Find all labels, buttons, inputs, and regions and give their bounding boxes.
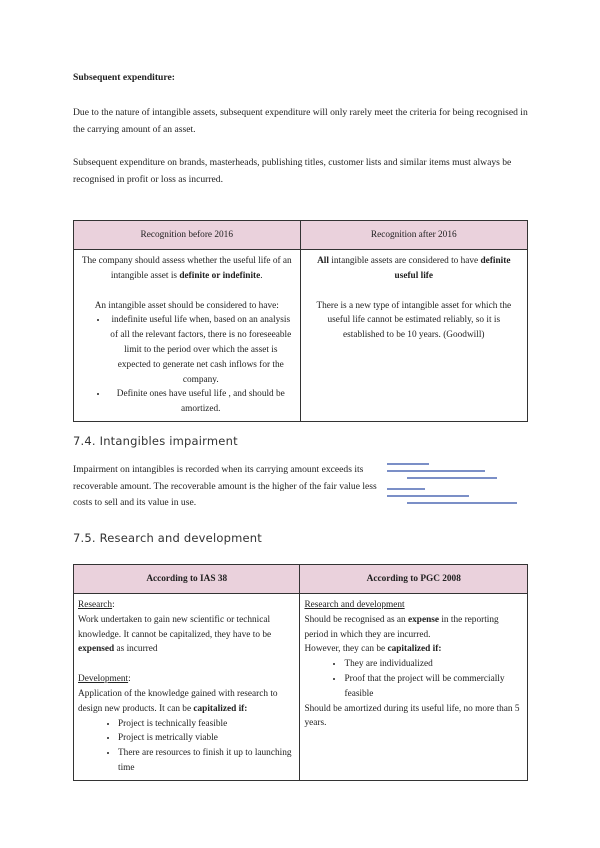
pgc2008-header: According to PGC 2008 [300,565,528,594]
recognition-before-header: Recognition before 2016 [74,221,301,250]
research-block: Research: [78,600,115,610]
subsequent-para-1: Due to the nature of intangible assets, subsequent expenditure will only rarely meet the criteria for being recognised in the carrying amount of an asset. [73,107,528,135]
research-development-table [73,564,528,781]
recognition-after-line1: All intangible assets are considered to have definite useful life [317,256,511,281]
subsequent-para-2: Subsequent expenditure on brands, masterheads, publishing titles, customer lists and similar items must always be recognised in profit or loss as incurred. [73,157,512,185]
recognition-after-header: Recognition after 2016 [300,221,527,250]
rd-line3: Should be amortized during its useful life, no more than 5 years. [304,703,520,729]
recognition-table [73,220,528,422]
list-item: • They are individualized [344,657,523,672]
development-bullets [78,717,295,776]
recognition-before-cell [74,250,301,422]
research-text: Work undertaken to gain new scientific or technical knowledge. It cannot be capitalized, they have to be expensed as incurred [78,614,272,655]
list-item: • Project is metrically viable [118,731,295,746]
rd-line1: Should be recognised as an expense in the reporting period in which they are incurred. [304,614,499,640]
impairment-para: Impairment on intangibles is recorded when its carrying amount exceeds its recoverable amount. The recoverable amount is the higher of the fair value less costs to sell and its value in use. [73,464,377,508]
rd-title: Research and development [304,600,405,610]
recognition-before-line1: The company should assess whether the useful life of an intangible asset is definite or indefinite. [81,256,292,281]
ias38-header: According to IAS 38 [74,565,300,594]
embedded-screenshot-thumbnail [385,461,520,517]
ias38-cell [74,594,300,781]
rd-heading: 7.5. Research and development [73,531,262,545]
recognition-before-bullets [80,313,294,417]
development-text: Application of the knowledge gained with research to design new products. It can be capitalized if: [78,688,278,714]
list-item: • Definite ones have useful life , and should be amortized. [108,387,294,417]
list-item: • There are resources to finish it up to launching time [118,746,295,776]
list-item: • Proof that the project will be commercially feasible [344,672,523,702]
list-item: • Project is technically feasible [118,717,295,732]
list-item: • indefinite useful life when, based on an analysis of all the relevant factors, there is no foreseeable limit to the period over which the asset is expected to generate net cash inflows for the company. [108,313,294,387]
subsequent-heading: Subsequent expenditure: [73,72,175,83]
impairment-heading: 7.4. Intangibles impairment [73,434,238,448]
rd-line2: However, they can be capitalized if: [304,644,442,655]
recognition-after-line2: There is a new type of intangible asset for which the useful life cannot be estimated reliably, so it is established to be 10 years. (Goodwill) [316,300,512,341]
development-block: Development: [78,674,131,685]
rd-bullets [304,657,523,701]
recognition-after-cell [300,250,527,422]
recognition-before-line2: An intangible asset should be considered to have: [94,300,279,311]
pgc2008-cell [300,594,528,781]
